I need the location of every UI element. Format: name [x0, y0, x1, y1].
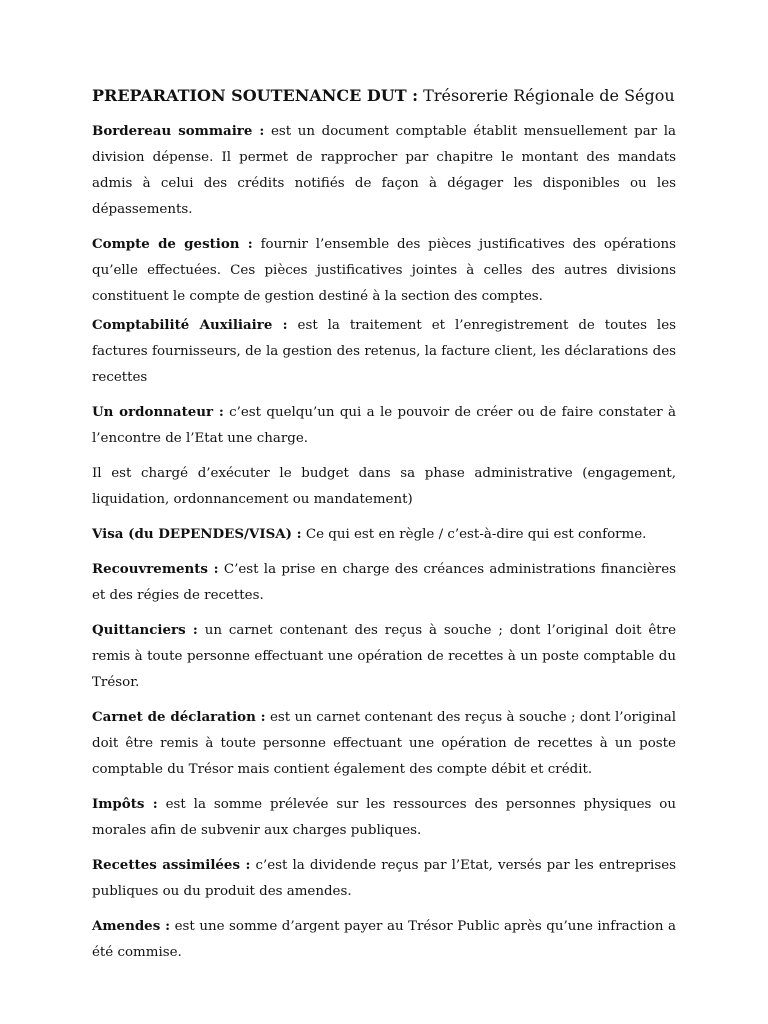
paragraph-recouvrements	[92, 556, 676, 609]
paragraph-amendes	[92, 913, 676, 966]
term: Visa (du DEPENDES/VISA) :	[92, 526, 302, 542]
definition: est la traitement et l’enregistrement de toutes les factures fournisseurs, de la gestion des retenus, la facture client, les déclarations des recettes	[92, 318, 677, 385]
paragraph-carnet-de-declaration	[92, 704, 676, 783]
document-title	[92, 84, 676, 108]
term: Impôts :	[92, 796, 158, 812]
term: Quittanciers :	[92, 622, 198, 638]
definition: est un carnet contenant des reçus à souche ; dont l’original doit être remis à toute personne effectuant une opération de recettes à un poste comptable du Trésor mais contient également des compte débit et crédit.	[92, 710, 676, 777]
term: Bordereau sommaire :	[92, 123, 265, 139]
term: Compte de gestion :	[92, 236, 253, 252]
paragraph-recettes-assimilees	[92, 852, 676, 905]
term: Recouvrements :	[92, 561, 219, 577]
term: Amendes :	[92, 918, 171, 934]
paragraph-compte-de-gestion	[92, 231, 676, 310]
document-page	[92, 84, 676, 974]
paragraph-ordonnateur-role	[92, 460, 676, 513]
term: Comptabilité Auxiliaire :	[92, 317, 288, 333]
paragraph-un-ordonnateur	[92, 399, 676, 452]
definition: un carnet contenant des reçus à souche ; dont l’original doit être remis à toute personne effectuant une opération de recettes à un poste comptable du Trésor.	[92, 623, 676, 690]
definition: C’est la prise en charge des créances administrations financières et des régies de recettes.	[92, 562, 677, 603]
title-subtitle: Trésorerie Régionale de Ségou	[418, 86, 675, 105]
paragraph-comptabilite-auxiliaire	[92, 312, 676, 391]
paragraph-bordereau-sommaire	[92, 118, 676, 223]
definition: Il est chargé d’exécuter le budget dans sa phase administrative (engagement, liquidation, ordonnancement ou mandatement)	[92, 466, 676, 507]
definition: est un document comptable établit mensuellement par la division dépense. Il permet de rapprocher par chapitre le montant des mandats admis à celui des crédits notifiés de façon à dégager les disponibles ou les dépassements.	[92, 124, 676, 217]
term: Recettes assimilées :	[92, 857, 251, 873]
definition: est la somme prélevée sur les ressources des personnes physiques ou morales afin de subvenir aux charges publiques.	[92, 797, 676, 838]
definition: c’est la dividende reçus par l’Etat, versés par les entreprises publiques ou du produit des amendes.	[92, 858, 676, 899]
definition: Ce qui est en règle / c’est-à-dire qui est conforme.	[301, 527, 647, 542]
term: Un ordonnateur :	[92, 404, 224, 420]
title-bold: PREPARATION SOUTENANCE DUT :	[92, 86, 419, 105]
definition: est une somme d’argent payer au Trésor Public après qu’une infraction a été commise.	[92, 919, 676, 960]
definition: fournir l’ensemble des pièces justificatives des opérations qu’elle effectuées. Ces pièces justificatives jointes à celles des autres divisions constituent le compte de gestion destiné à la section des comptes.	[92, 237, 677, 304]
paragraph-visa	[92, 521, 676, 548]
term: Carnet de déclaration :	[92, 709, 266, 725]
paragraph-impots	[92, 791, 676, 844]
paragraph-quittanciers	[92, 617, 676, 696]
definition: c’est quelqu’un qui a le pouvoir de créer ou de faire constater à l’encontre de l’Etat une charge.	[92, 405, 676, 446]
